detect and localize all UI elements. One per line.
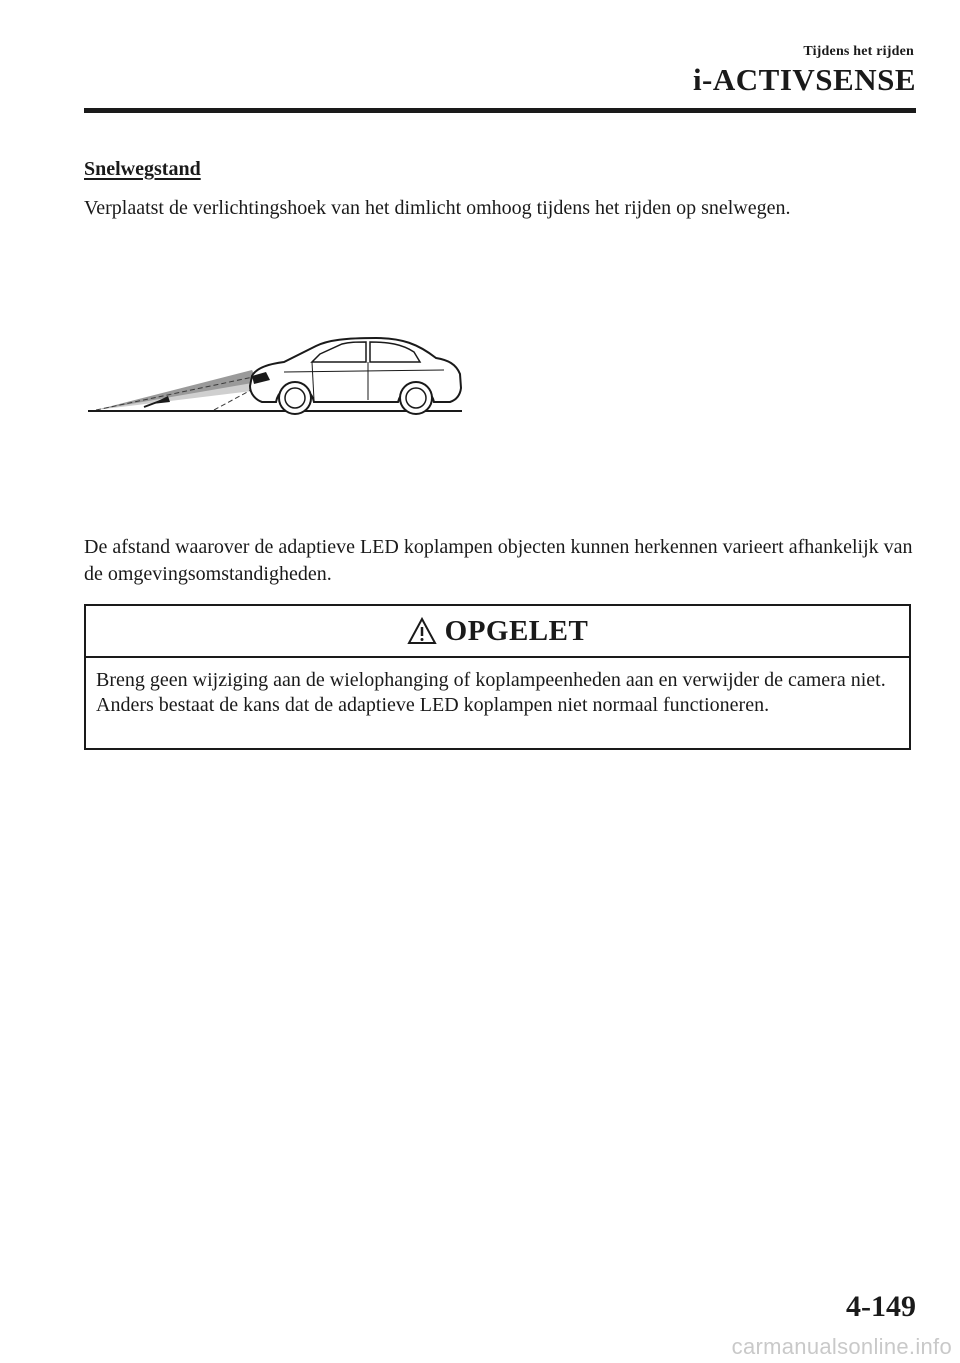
range-paragraph: De afstand waarover de adaptieve LED koplampen objecten kunnen herkennen varieert afhankelijk van de omgevingsomstandigheden. xyxy=(84,536,913,585)
section-label: Tijdens het rijden xyxy=(803,44,914,59)
car-headlight-illustration xyxy=(84,320,474,430)
header-divider xyxy=(84,108,916,113)
chapter-title: i-ACTIVSENSE xyxy=(692,62,916,97)
subheading: Snelwegstand xyxy=(84,158,201,180)
page-number: 4-149 xyxy=(846,1290,916,1323)
caution-header xyxy=(86,606,909,658)
intro-paragraph: Verplaatst de verlichtingshoek van het dimlicht omhoog tijdens het rijden op snelwegen. xyxy=(84,197,791,219)
watermark: carmanualsonline.info xyxy=(731,1334,952,1359)
caution-text: Breng geen wijziging aan de wielophanging of koplampeenheden aan en verwijder de camera niet. Anders bestaat de kans dat de adaptieve LED koplampen niet normaal functioneren. xyxy=(96,669,886,716)
warning-triangle-icon xyxy=(407,617,437,645)
caution-title: OPGELET xyxy=(444,614,589,647)
caution-box xyxy=(84,604,911,750)
